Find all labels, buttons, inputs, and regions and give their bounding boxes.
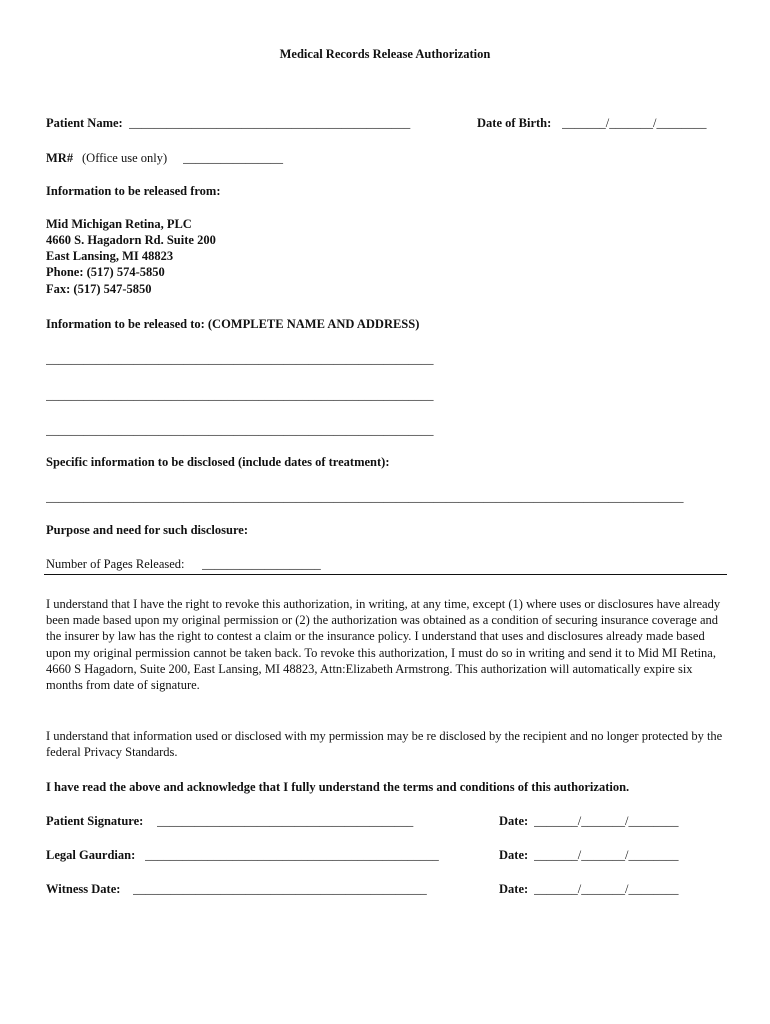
mr-label: MR# — [46, 151, 74, 165]
specific-info-field[interactable]: ______________________________________________________________________________________________________ — [46, 490, 684, 504]
patient-date-field[interactable]: _______/_______/________ — [534, 814, 679, 828]
from-line-city: East Lansing, MI 48823 — [46, 249, 174, 263]
recipient-line-1[interactable]: ______________________________________________________________ — [46, 352, 434, 366]
pages-released-field[interactable]: ___________________ — [202, 557, 321, 571]
witness-date-label: Date: — [499, 882, 529, 896]
guardian-signature-field[interactable]: _______________________________________________ — [145, 848, 439, 862]
witness-signature-field[interactable]: _______________________________________________ — [133, 882, 427, 896]
dob-field[interactable]: _______/_______/________ — [562, 116, 707, 130]
mr-note: (Office use only) — [82, 151, 168, 165]
from-line-phone: Phone: (517) 574-5850 — [46, 265, 165, 279]
release-to-heading: Information to be released to: (COMPLETE NAME AND ADDRESS) — [46, 317, 420, 331]
patient-name-label: Patient Name: — [46, 116, 123, 130]
revoke-paragraph: I understand that I have the right to revoke this authorization, in writing, at any time, except (1) where uses or disclosures have already been made based upon my original permission or (2) the authorization was obtained as a condition of securing insurance coverage and the insurer by law has the right to contest a claim or the insurance policy. I understand that uses and disclosures already made based upon my original permission cannot be taken back. To revoke this authorization, I must do so in writing and send it to Mid MI Retina, 4660 S Hagadorn, Suite 200, East Lansing, MI 48823, Attn:Elizabeth Armstrong. This authorization will automatically expire six months from date of signature. — [46, 597, 721, 693]
patient-name-field[interactable]: _____________________________________________ — [129, 116, 411, 130]
dob-label: Date of Birth: — [477, 116, 552, 130]
mr-field[interactable]: ________________ — [183, 151, 283, 165]
pages-released-label: Number of Pages Released: — [46, 557, 185, 571]
guardian-date-field[interactable]: _______/_______/________ — [534, 848, 679, 862]
from-line-street: 4660 S. Hagadorn Rd. Suite 200 — [46, 233, 216, 247]
acknowledge-statement: I have read the above and acknowledge that I fully understand the terms and conditions of this authorization. — [46, 780, 630, 794]
purpose-heading: Purpose and need for such disclosure: — [46, 523, 248, 537]
from-line-name: Mid Michigan Retina, PLC — [46, 217, 192, 231]
witness-signature-label: Witness Date: — [46, 882, 121, 896]
patient-date-label: Date: — [499, 814, 529, 828]
patient-signature-field[interactable]: _________________________________________ — [157, 814, 414, 828]
section-divider — [44, 574, 727, 575]
patient-signature-label: Patient Signature: — [46, 814, 144, 828]
guardian-date-label: Date: — [499, 848, 529, 862]
recipient-line-3[interactable]: ______________________________________________________________ — [46, 423, 434, 437]
release-from-heading: Information to be released from: — [46, 184, 221, 198]
guardian-signature-label: Legal Gaurdian: — [46, 848, 136, 862]
page-title: Medical Records Release Authorization — [279, 47, 491, 61]
witness-date-field[interactable]: _______/_______/________ — [534, 882, 679, 896]
redisclose-paragraph: I understand that information used or disclosed with my permission may be re disclosed by the recipient and no longer protected by the federal Privacy Standards. — [46, 729, 723, 760]
recipient-line-2[interactable]: ______________________________________________________________ — [46, 388, 434, 402]
from-line-fax: Fax: (517) 547-5850 — [46, 282, 152, 296]
specific-info-heading: Specific information to be disclosed (include dates of treatment): — [46, 455, 390, 469]
